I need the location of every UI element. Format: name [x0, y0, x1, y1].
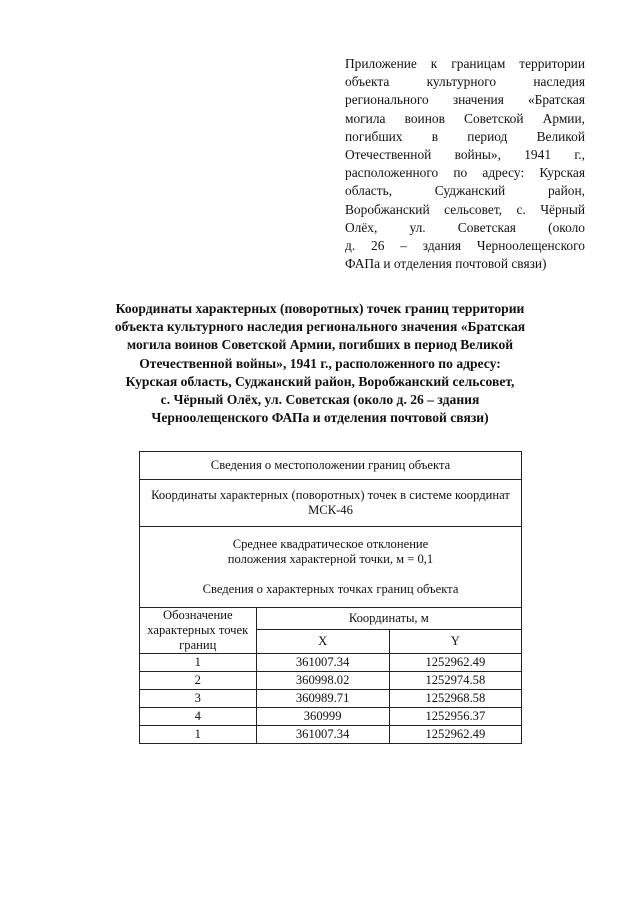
y-cell: 1252968.58	[389, 690, 521, 708]
table-row	[140, 690, 522, 708]
y-cell: 1252974.58	[389, 672, 521, 690]
y-cell: 1252956.37	[389, 708, 521, 726]
appendix-note	[345, 55, 585, 273]
title-line: Черноолещенского ФАПа и отделения почтовой связи)	[151, 410, 489, 426]
appendix-line: Приложение к границам территории	[345, 56, 585, 71]
title-line: Курская область, Суджанский район, Воробжанский сельсовет,	[125, 373, 515, 389]
column-header-point-name: Обозначение характерных точек границ	[140, 608, 257, 654]
appendix-line: регионального значения «Братская	[345, 92, 585, 108]
point-cell: 3	[140, 690, 257, 708]
appendix-line: Отечественной войны», 1941 г.,	[345, 147, 585, 163]
appendix-line: область, Суджанский район,	[345, 183, 585, 199]
x-cell: 360998.02	[256, 672, 389, 690]
table-row	[140, 708, 522, 726]
title-line: Координаты характерных (поворотных) точек границ территории	[115, 301, 525, 316]
title-line: Отечественной войны», 1941 г., расположенного по адресу:	[139, 355, 501, 371]
appendix-line: Олёх, ул. Советская (около	[345, 219, 585, 235]
coordinates-table	[139, 451, 522, 744]
y-cell: 1252962.49	[389, 654, 521, 672]
accuracy-line: Среднее квадратическое отклонение	[232, 537, 429, 551]
coordinate-system-line: Координаты характерных (поворотных) точек в системе координат	[151, 488, 510, 502]
point-cell: 2	[140, 672, 257, 690]
appendix-line: Воробжанский сельсовет, с. Чёрный	[345, 201, 585, 217]
column-header-coordinates: Координаты, м	[256, 608, 521, 630]
column-header-y: Y	[389, 630, 521, 654]
column-header-x: X	[256, 630, 389, 654]
table-row	[140, 726, 522, 744]
x-cell: 360989.71	[256, 690, 389, 708]
table-header-coordinate-system	[140, 480, 522, 527]
table-row	[140, 672, 522, 690]
appendix-line: объекта культурного наследия	[345, 74, 585, 90]
point-cell: 1	[140, 726, 257, 744]
table-row	[140, 654, 522, 672]
appendix-line: могила воинов Советской Армии,	[345, 110, 585, 126]
appendix-line: д. 26 – здания Черноолещенского	[345, 238, 585, 254]
appendix-line: расположенного по адресу: Курская	[345, 165, 585, 181]
x-cell: 361007.34	[256, 654, 389, 672]
title-line: с. Чёрный Олёх, ул. Советская (около д. 26 – здания	[160, 392, 480, 408]
table-header-accuracy	[140, 527, 522, 608]
title-line: объекта культурного наследия регионального значения «Братская	[114, 319, 526, 335]
x-cell: 361007.34	[256, 726, 389, 744]
appendix-line: ФАПа и отделения почтовой связи)	[345, 256, 547, 272]
title-line: могила воинов Советской Армии, погибших в период Великой	[126, 337, 514, 353]
x-cell: 360999	[256, 708, 389, 726]
points-section-title: Сведения о характерных точках границ объекта	[202, 582, 459, 596]
appendix-line: погибших в период Великой	[345, 128, 585, 144]
document-title	[95, 300, 545, 427]
y-cell: 1252962.49	[389, 726, 521, 744]
coordinate-system-name: МСК-46	[308, 503, 353, 517]
point-cell: 4	[140, 708, 257, 726]
table-header-location: Сведения о местоположении границ объекта	[140, 452, 522, 480]
point-cell: 1	[140, 654, 257, 672]
accuracy-value: положения характерной точки, м = 0,1	[227, 552, 434, 566]
